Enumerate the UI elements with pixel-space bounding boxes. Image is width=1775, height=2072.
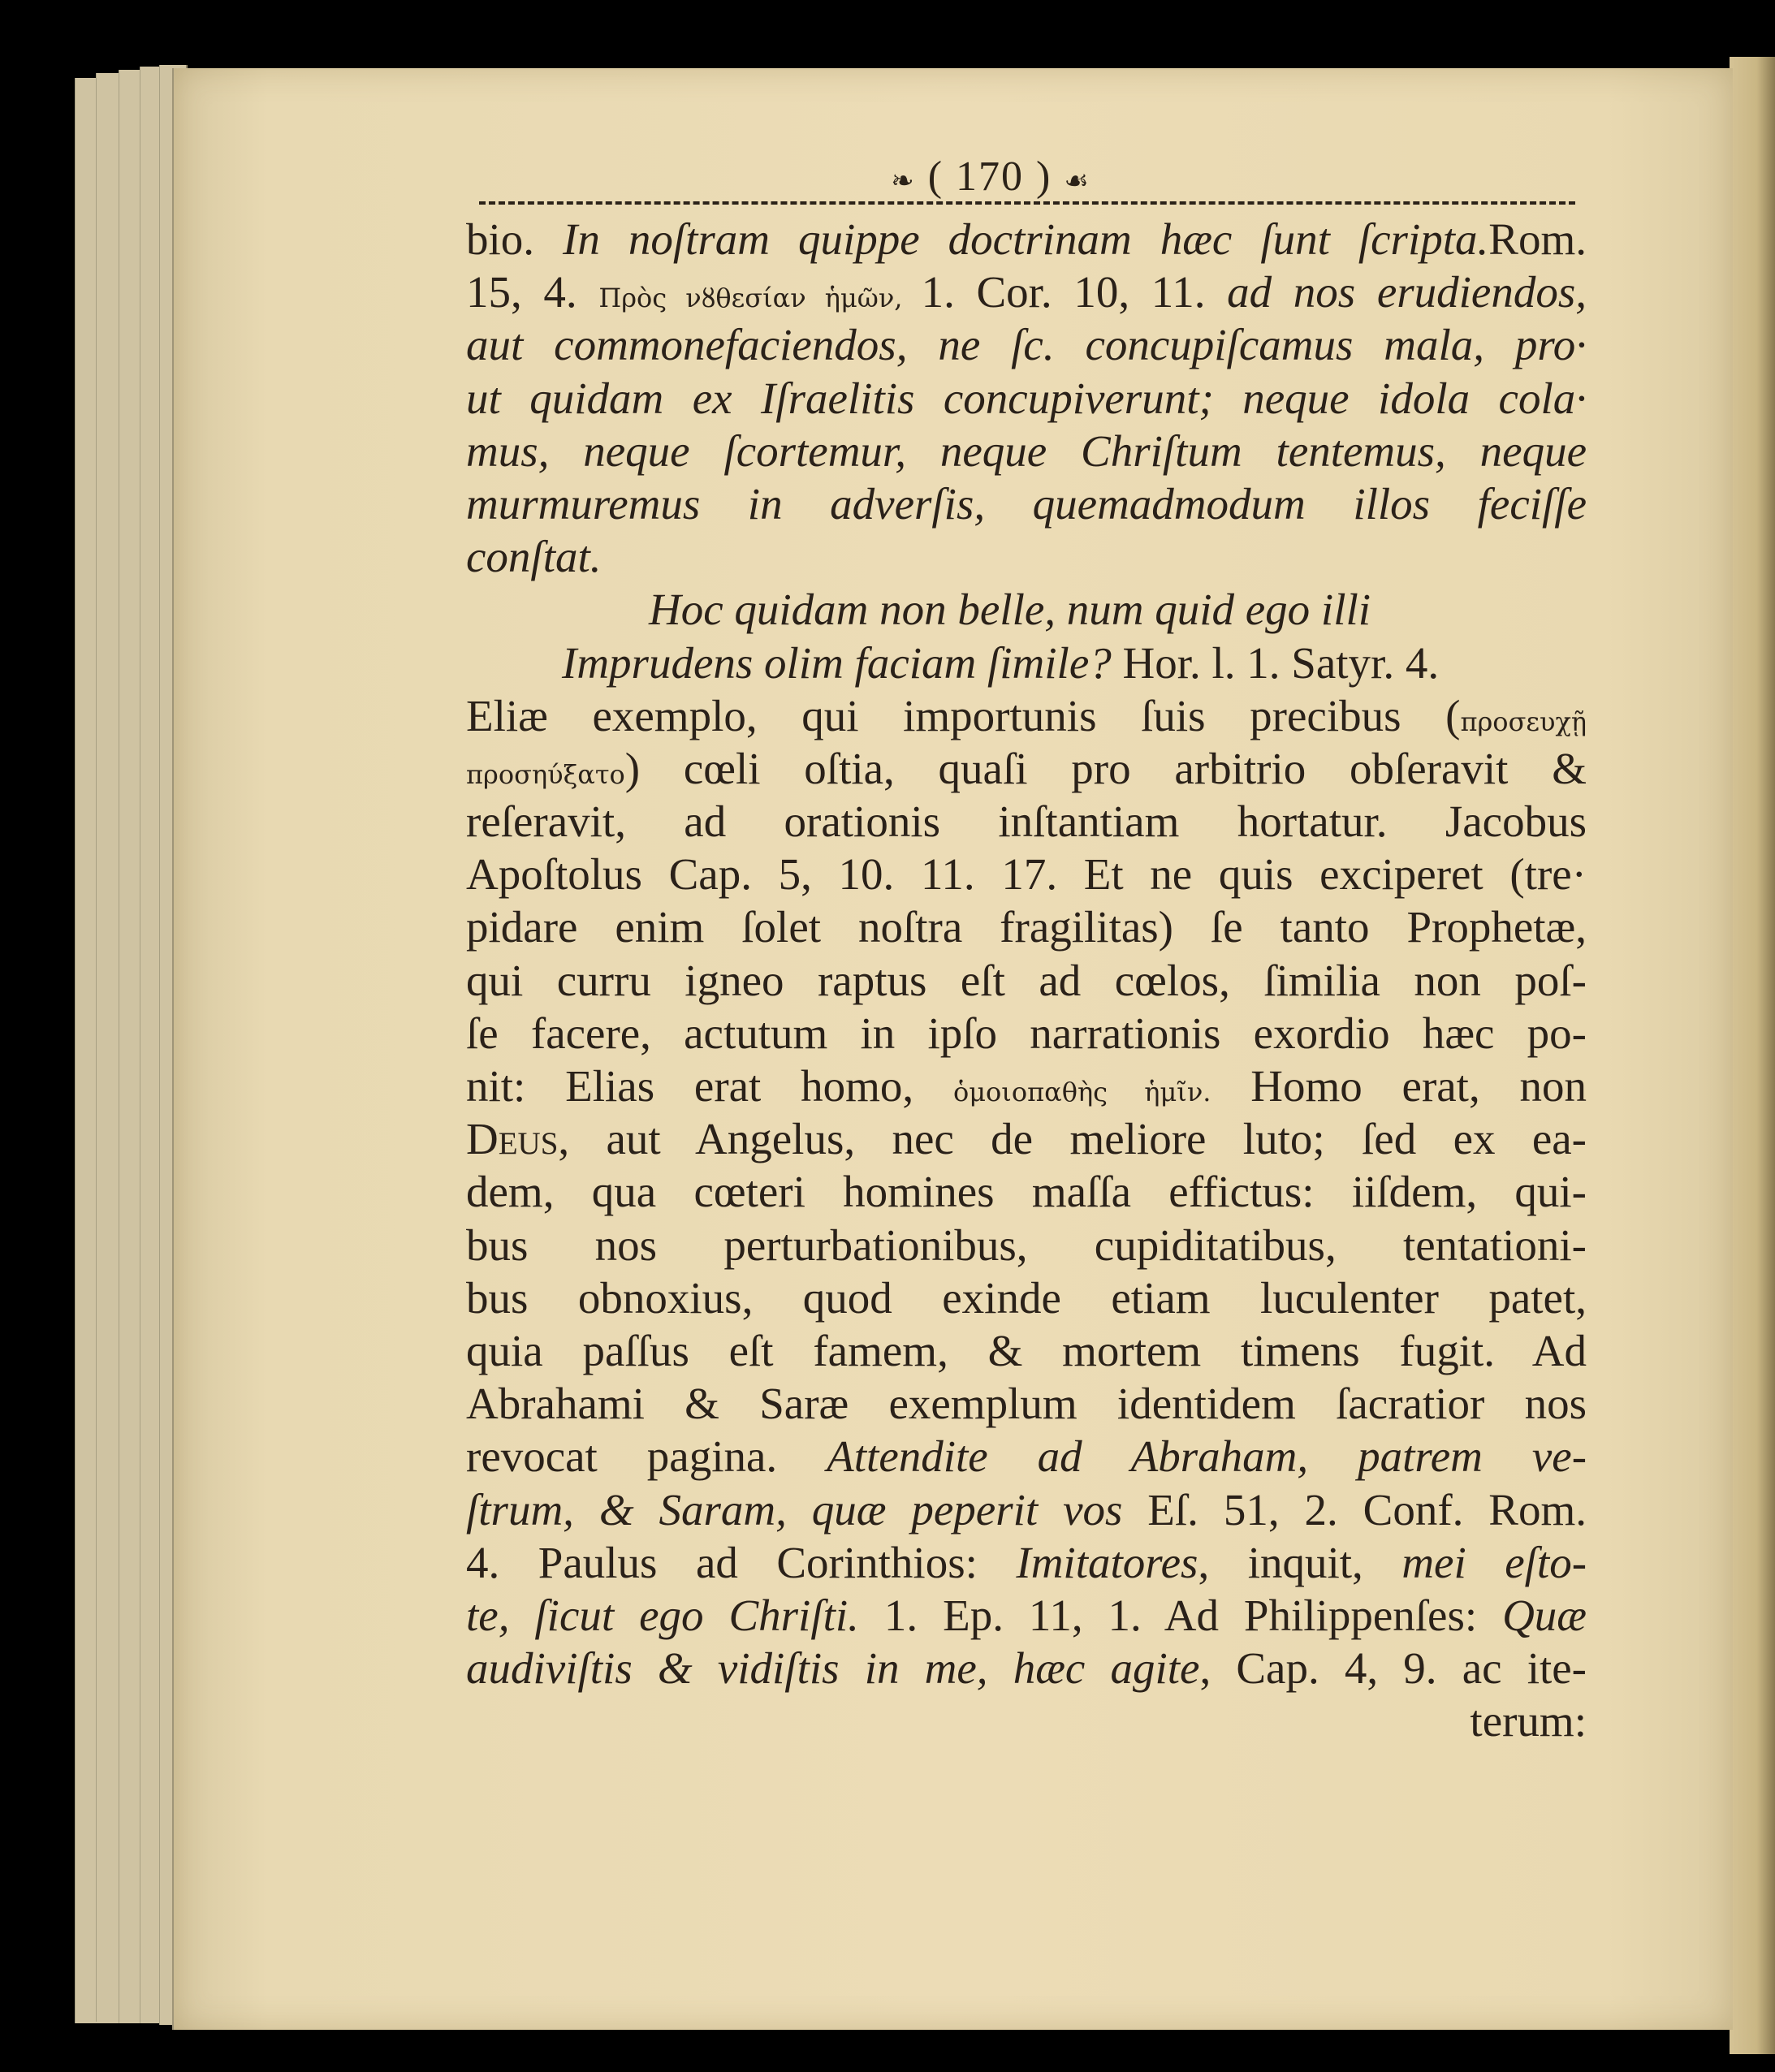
text-run: qui curru igneo raptus eſt ad cœlos, ſimilia non poſ- [466, 955, 1587, 1005]
text-line [466, 1219, 1587, 1271]
text-run: murmuremus in adverſis, quemadmodum illos feciſſe [466, 478, 1587, 529]
text-line [466, 1430, 1587, 1483]
text-run: reſeravit, ad orationis inſtantiam hortatur. Jacobus [466, 796, 1587, 847]
text-run: 1. Cor. 10, 11. [921, 267, 1228, 317]
text-line [466, 425, 1587, 477]
text-run: Rom. [1488, 214, 1587, 264]
text-run: , inquit, [1198, 1537, 1402, 1587]
text-line [466, 1165, 1587, 1218]
text-run: In noſtram quippe doctrinam hæc ſunt ſcripta. [563, 214, 1489, 264]
header-rule [479, 201, 1575, 205]
text-run: Attendite ad Abraham, patrem ve- [827, 1431, 1587, 1482]
text-run: terum: [1470, 1696, 1587, 1746]
text-line [466, 318, 1587, 371]
text-line [466, 795, 1587, 848]
body-text [466, 213, 1587, 1747]
text-run: Homo erat, non [1211, 1061, 1587, 1111]
text-run: Πρὸς νȣθεσίαν ἡμῶν, [598, 283, 922, 314]
text-line [466, 689, 1587, 742]
text-line [466, 530, 1587, 583]
text-line [466, 372, 1587, 425]
text-line [466, 1536, 1587, 1589]
text-run: 15, 4. [466, 267, 599, 317]
text-line [466, 848, 1587, 900]
text-run: ſtrum, & Saram, quæ peperit vos [466, 1484, 1148, 1535]
ornament-right: ☙ [1064, 165, 1090, 197]
text-run: quia paſſus eſt famem, & mortem timens fugit. Ad [466, 1325, 1587, 1375]
text-line [466, 637, 1587, 689]
text-run: ὁμοιοπαθὴς ἡμῖν. [952, 1077, 1211, 1107]
text-run: Imprudens olim faciam ſimile? [562, 637, 1123, 688]
text-line [466, 583, 1587, 636]
text-run: 1. Ep. 11, 1. Ad Philippenſes: [883, 1590, 1503, 1640]
text-run: , Cap. 4, 9. ac ite- [1199, 1643, 1587, 1694]
text-line [466, 1060, 1587, 1112]
text-run: nit: Elias erat homo, [466, 1061, 953, 1111]
text-run: bus nos perturbationibus, cupiditatibus, tentationi- [466, 1219, 1587, 1270]
text-line [466, 1642, 1587, 1694]
text-line [466, 1589, 1587, 1642]
text-line [466, 265, 1587, 318]
text-line [466, 900, 1587, 953]
running-header [479, 81, 1575, 203]
text-run: 4. Paulus ad Corinthios: [466, 1537, 1017, 1587]
text-line [466, 1377, 1587, 1430]
text-run: mus, neque ſcortemur, neque Chriſtum tentemus, neque [466, 425, 1587, 476]
text-run: Imitatores [1016, 1537, 1198, 1587]
text-line [466, 1324, 1587, 1377]
text-run: aut commonefaciendos, ne ſc. concupiſcamus mala, pro· [466, 320, 1587, 370]
text-run: Quæ [1502, 1590, 1587, 1640]
page-number-text: ( 170 ) [927, 153, 1052, 200]
text-run: ſe facere, actutum in ipſo narrationis exordio hæc po- [466, 1008, 1587, 1058]
text-line [466, 1694, 1587, 1747]
text-run: revocat pagina. [466, 1431, 827, 1482]
text-run: Apoſtolus Cap. 5, 10. 11. 17. Et ne quis exciperet (tre· [466, 849, 1587, 900]
page-number [885, 153, 1096, 201]
text-line [466, 742, 1587, 795]
text-run: , aut Angelus, nec de meliore luto; ſed ex ea- [558, 1114, 1587, 1164]
text-run: conſtat. [466, 532, 602, 582]
text-run: προσευχῇ [1460, 706, 1587, 737]
text-run: audiviſtis & vidiſtis in me, hæc agite [466, 1643, 1200, 1694]
text-line [466, 1112, 1587, 1165]
ornament-left: ❧ [891, 165, 916, 197]
text-run: te, ſicut ego Chriſti. [466, 1590, 884, 1640]
text-run: mei eſto- [1401, 1537, 1587, 1587]
text-run: ) cœli oſtia, quaſi pro arbitrio obſeravit & [624, 743, 1587, 793]
text-line [466, 213, 1587, 265]
text-line [466, 1007, 1587, 1060]
text-run: bio. [466, 214, 564, 264]
text-line [466, 1483, 1587, 1536]
text-line [466, 477, 1587, 530]
text-run: Eſ. 51, 2. Conf. Rom. [1147, 1484, 1587, 1535]
text-run: Eliæ exemplo, qui importunis ſuis precibus ( [466, 690, 1461, 740]
text-run: Abrahami & Saræ exemplum identidem ſacratior nos [466, 1379, 1587, 1429]
text-run: Deus [466, 1114, 559, 1164]
text-line [466, 954, 1587, 1007]
text-run: Hoc quidam non belle, num quid ego illi [649, 585, 1371, 635]
text-run: Hor. l. 1. Satyr. 4. [1122, 637, 1440, 688]
text-run: pidare enim ſolet noſtra fragilitas) ſe tanto Prophetæ, [466, 902, 1587, 952]
text-run: ad nos erudiendos, [1227, 267, 1587, 317]
text-run: bus obnoxius, quod exinde etiam luculenter patet, [466, 1272, 1587, 1323]
text-run: προσηύξατο [466, 758, 625, 790]
text-line [466, 1271, 1587, 1324]
text-run: dem, qua cœteri homines maſſa effictus: iiſdem, qui- [466, 1167, 1587, 1217]
book-gutter [1730, 57, 1775, 2054]
text-run: ut quidam ex Iſraelitis concupiverunt; neque idola cola· [466, 373, 1587, 423]
